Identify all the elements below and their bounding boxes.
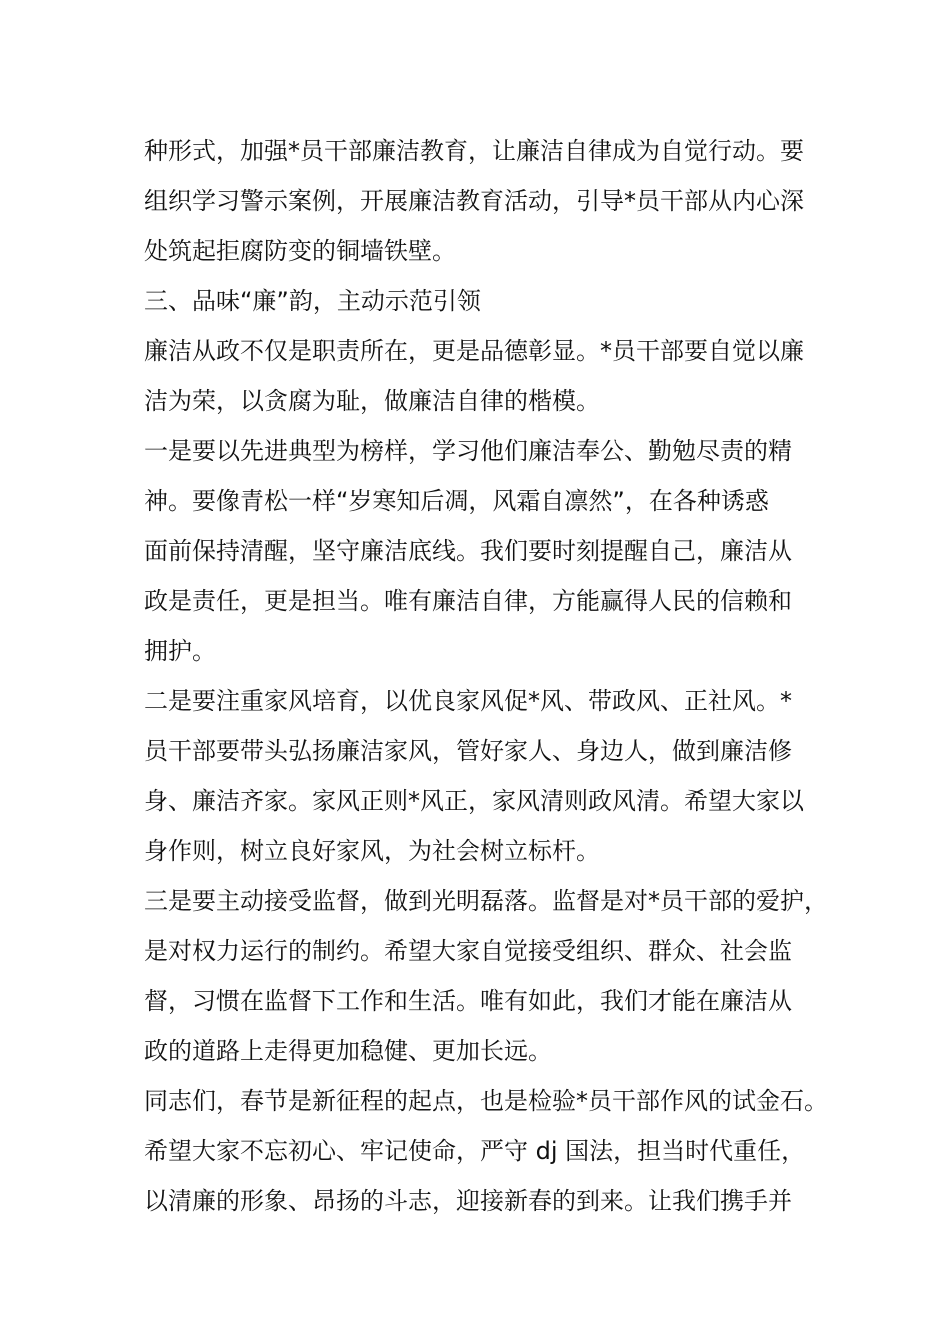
text-line: 拥护。 (144, 637, 216, 665)
section-heading: 三、品味“廉”韵，主动示范引领 (144, 287, 481, 315)
text-line: 神。要像青松一样“岁寒知后凋，风霜自凛然”，在各种诱惑 (144, 487, 769, 515)
document-body (144, 126, 828, 1226)
text-line: 二是要注重家风培育，以优良家风促*风、带政风、正社风。* (144, 687, 792, 715)
text-line: 廉洁从政不仅是职责所在，更是品德彰显。*员干部要自觉以廉 (144, 337, 804, 365)
text-line: 处筑起拒腐防变的铜墙铁壁。 (144, 237, 456, 265)
text-line: 一是要以先进典型为榜样，学习他们廉洁奉公、勤勉尽责的精 (144, 437, 792, 465)
text-line: 希望大家不忘初心、牢记使命，严守 dj 国法，担当时代重任， (144, 1137, 806, 1165)
text-line: 种形式，加强*员干部廉洁教育，让廉洁自律成为自觉行动。要 (144, 137, 804, 165)
text-line: 督，习惯在监督下工作和生活。唯有如此，我们才能在廉洁从 (144, 987, 792, 1015)
text-line: 是对权力运行的制约。希望大家自觉接受组织、群众、社会监 (144, 937, 792, 965)
text-line: 组织学习警示案例，开展廉洁教育活动，引导*员干部从内心深 (144, 187, 804, 215)
text-line: 身、廉洁齐家。家风正则*风正，家风清则政风清。希望大家以 (144, 787, 804, 815)
text-line: 政的道路上走得更加稳健、更加长远。 (144, 1037, 552, 1065)
text-line: 身作则，树立良好家风，为社会树立标杆。 (144, 837, 600, 865)
text-line: 洁为荣，以贪腐为耻，做廉洁自律的楷模。 (144, 387, 600, 415)
text-line: 员干部要带头弘扬廉洁家风，管好家人、身边人，做到廉洁修 (144, 737, 792, 765)
text-line: 政是责任，更是担当。唯有廉洁自律，方能赢得人民的信赖和 (144, 587, 792, 615)
text-line: 面前保持清醒，坚守廉洁底线。我们要时刻提醒自己，廉洁从 (144, 537, 792, 565)
text-line: 三是要主动接受监督，做到光明磊落。监督是对*员干部的爱护， (144, 887, 828, 915)
text-line: 同志们，春节是新征程的起点，也是检验*员干部作风的试金石。 (144, 1087, 828, 1115)
text-line: 以清廉的形象、昂扬的斗志，迎接新春的到来。让我们携手并 (144, 1187, 792, 1215)
